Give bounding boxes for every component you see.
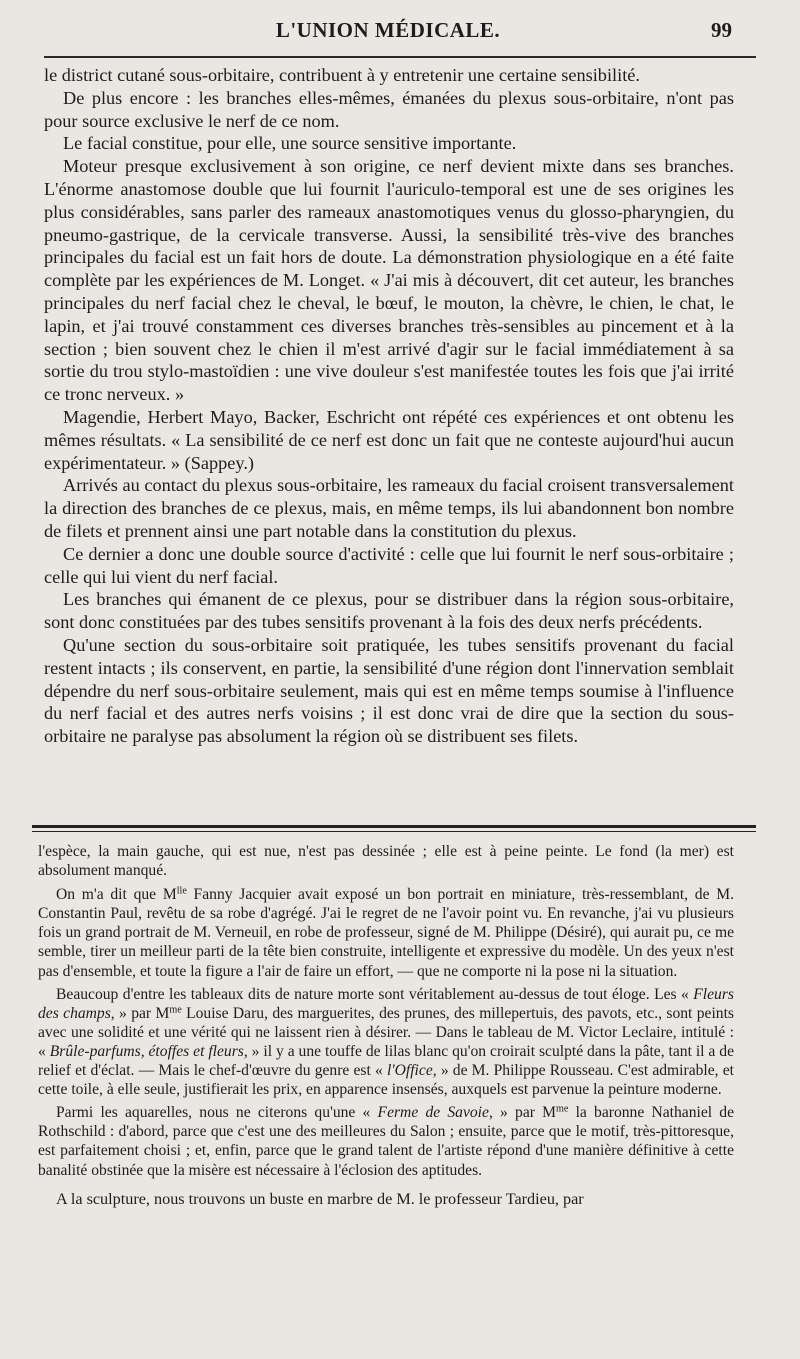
paragraph: Ce dernier a donc une double source d'activité : celle que lui fournit le nerf sous-orbitaire ; celle qui lui vient du nerf facial. — [44, 543, 734, 587]
text-run: Parmi les aquarelles, nous ne citerons qu'une « — [56, 1104, 378, 1122]
artwork-title: Fleurs des champs — [38, 985, 734, 1022]
feuilleton-separator-thick — [32, 825, 756, 828]
page-number: 99 — [711, 18, 732, 42]
text-run: la baronne Nathaniel de Rothschild : d'abord, parce que c'est une des meilleures du Salon ; ensuite, parce que le motif, très-pittoresque, est parfaitement choisi ; et, enfin, parce que le grand talent de l'artiste répond d'une manière définitive à cette banalité obstinée que la misère est nécessaire à l'éclosion des aptitudes. — [38, 1104, 735, 1179]
paragraph: Le facial constitue, pour elle, une source sensitive importante. — [63, 133, 517, 154]
paragraph: Qu'une section du sous-orbitaire soit pratiquée, les tubes sensitifs provenant du facial restent intacts ; ils conservent, en partie, la sensibilité d'une région dont l'innervation semblait dépendre du nerf sous-orbitaire seulement, mais qui est en même temps soumise à l'influence du nerf facial et des autres nerfs voisins ; il est donc vrai de dire que la section du sous-orbitaire ne paralyse pas absolument la région où se distribuent ses filets. — [44, 634, 734, 747]
paragraph: Magendie, Herbert Mayo, Backer, Eschricht ont répété ces expériences et ont obtenu les mêmes résultats. « La sensibilité de ce nerf est donc un fait que ne conteste aujourd'hui aucun expérimentateur. » (Sappey.) — [44, 406, 734, 473]
superscript: me — [556, 1103, 569, 1115]
superscript: lle — [176, 885, 187, 897]
text-run: Beaucoup d'entre les tableaux dits de nature morte sont véritablement au-dessus de tout éloge. Les « — [56, 985, 694, 1003]
feuilleton-paragraph: A la sculpture, nous trouvons un buste en marbre de M. le professeur Tardieu, par — [56, 1189, 584, 1208]
feuilleton-paragraph: l'espèce, la main gauche, qui est nue, n'est pas dessinée ; elle est à peine peinte. Le fond (la mer) est absolument manqué. — [38, 843, 734, 880]
text-run: Louise Daru, des marguerites, des prunes, des millepertuis, des pavots, etc., sont peints avec une solidité et une vérité qui ne laissent rien à désirer. — Dans le tableau de M. Victor Leclaire, intitulé : « — [38, 1004, 735, 1060]
superscript: me — [169, 1004, 182, 1016]
paragraph: Arrivés au contact du plexus sous-orbitaire, les rameaux du facial croisent transversalement la direction des branches de ce plexus, mais, en même temps, ils lui abandonnent bon nombre de filets et prennent ainsi une part notable dans la constitution du plexus. — [44, 475, 734, 541]
artwork-title: Brûle-parfums, étoffes et fleurs — [49, 1042, 244, 1060]
artwork-title: Ferme de Savoie — [377, 1104, 489, 1122]
paragraph: De plus encore : les branches elles-mêmes, émanées du plexus sous-orbitaire, n'ont pas pour source exclusive le nerf de ce nom. — [44, 87, 734, 131]
feuilleton-paragraph — [38, 985, 734, 1100]
text-run: Fanny Jacquier avait exposé un bon portrait en miniature, très-ressemblant, de M. Constantin Paul, revêtu de sa robe d'agrégé. J'ai le regret de ne l'avoir point vu. En revanche, j'ai vu plusieurs fois un grand portrait de M. Verneuil, en robe de professeur, signé de M. Philippe (Désiré), qui aurait pu, ce me semble, tirer un meilleur parti de la tête bien construite, intelligente et expressive du modèle. Un des yeux n'est pas d'ensemble, et toute la figure a l'air de faire un effort, — que ne comporte ni la pose ni la situation. — [38, 886, 734, 980]
running-head — [44, 18, 732, 48]
text-run: On m'a dit que M — [56, 886, 177, 904]
header-rule — [44, 56, 756, 58]
text-run: , » par M — [110, 1004, 170, 1022]
journal-title: L'UNION MÉDICALE. — [275, 18, 501, 42]
paragraph: Les branches qui émanent de ce plexus, pour se distribuer dans la région sous-orbitaire, sont donc constituées par des tubes sensitifs provenant à la fois des deux nerfs précédents. — [44, 589, 734, 633]
paragraph: le district cutané sous-orbitaire, contribuent à y entretenir une certaine sensibilité. — [44, 65, 640, 85]
feuilleton-paragraph — [38, 885, 734, 980]
paragraph: Moteur presque exclusivement à son origine, ce nerf devient mixte dans ses branches. L'énorme anastomose double que lui fournit l'auriculo-temporal est une de ses origines les plus considérables, sans parler des rameaux anastomotiques venus du glosso-pharyngien, du pneumo-gastrique, de la cervicale transverse. Aussi, la sensibilité très-vive des branches principales du facial est un fait hors de doute. La démonstration physiologique en a été faite complète par les expériences de M. Longet. « J'ai mis à découvert, dit cet auteur, les branches principales du nerf facial chez le cheval, le bœuf, le mouton, la chèvre, le chien, le chat, le lapin, et j'ai trouvé constamment ces diverses branches très-sensibles au pincement et à la section ; bien souvent chez le chien il m'est arrivé d'agir sur le facial immédiatement à sa sortie du trou stylo-mastoïdien : une vive douleur s'est manifestée toutes les fois que j'ai irrité ce tronc nerveux. » — [44, 156, 734, 405]
feuilleton — [38, 842, 734, 1213]
text-run: , » il y a une touffe de lilas blanc qu'on croirait sculpté dans la pâte, tant il a de relief et d'éclat. — Mais le chef-d'œuvre du genre est « — [38, 1042, 734, 1080]
artwork-title: l'Office — [386, 1062, 433, 1080]
feuilleton-separator-thin — [32, 831, 756, 832]
feuilleton-paragraph — [38, 1103, 734, 1179]
text-run: , » par M — [488, 1104, 557, 1122]
text-run: , » de M. Philippe Rousseau. C'est admirable, et cette toile, à elle seule, justifierait les prix, en apparence insensés, auxquels est parvenue la peinture moderne. — [38, 1062, 734, 1099]
article-body — [44, 64, 734, 748]
